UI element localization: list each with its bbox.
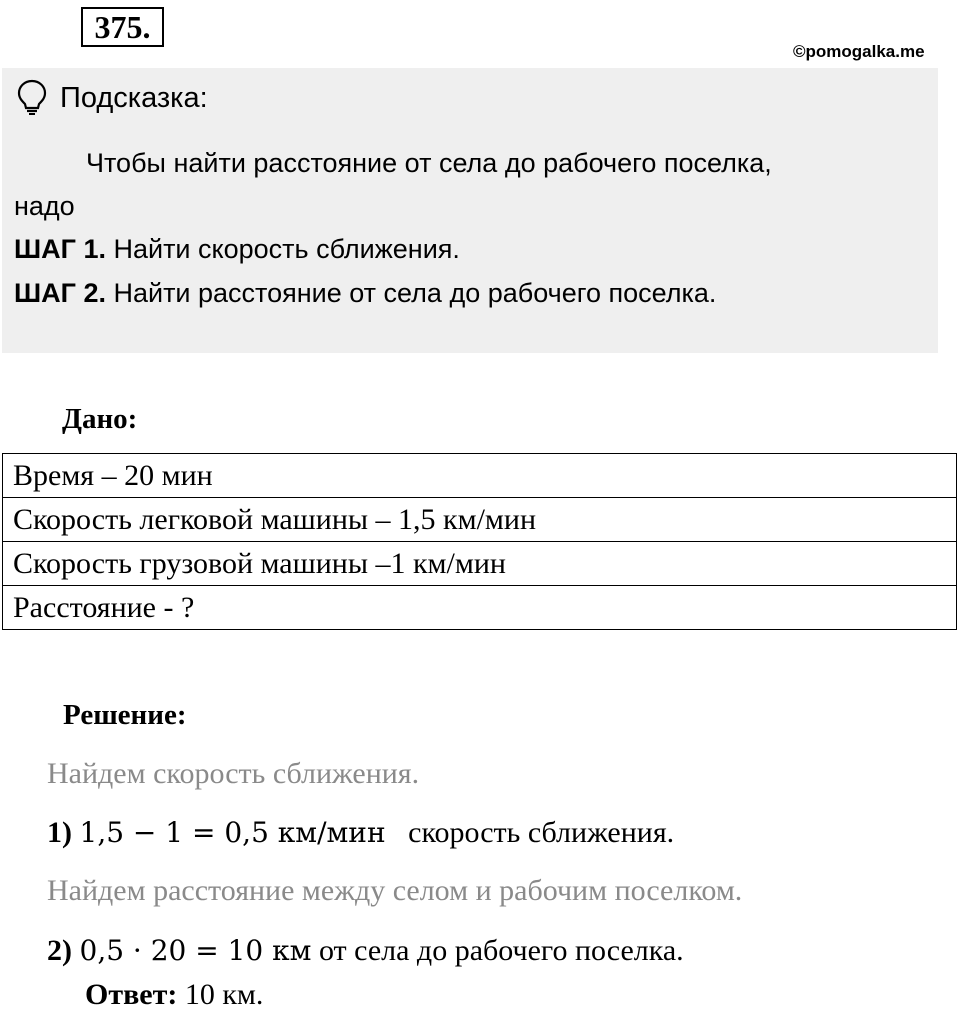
step-1-expression: 1,5 − 1 = 0,5 км/мин [79, 816, 386, 849]
step-2-number: 2) [47, 934, 72, 967]
hint-step-1-text: Найти скорость сближения. [105, 234, 460, 264]
solution-intro-2: Найдем расстояние между селом и рабочим поселком. [47, 874, 743, 907]
table-row [3, 498, 957, 542]
watermark: ©pomogalka.me [793, 42, 925, 61]
solution-step-2 [47, 933, 684, 969]
hint-line-2: надо [14, 191, 75, 221]
given-table [2, 453, 957, 630]
hint-step-2 [14, 276, 716, 310]
step-1-note: скорость сближения. [408, 816, 675, 849]
given-distance: Расстояние - ? [3, 586, 957, 630]
solution-heading: Решение: [63, 699, 187, 731]
step-1-number: 1) [47, 816, 72, 849]
hint-line-1: Чтобы найти расстояние от села до рабочего поселка, [86, 148, 772, 178]
solution-intro-1: Найдем скорость сближения. [47, 757, 420, 790]
answer-value: 10 км. [184, 978, 264, 1011]
given-time: Время – 20 мин [3, 454, 957, 498]
table-row [3, 454, 957, 498]
answer-line [85, 977, 263, 1013]
hint-step-1 [14, 232, 460, 266]
step-2-note: от села до рабочего поселка. [318, 934, 684, 967]
solution-step-1 [47, 815, 674, 851]
step-2-expression: 0,5 · 20 = 10 км [79, 934, 312, 967]
hint-step-2-label: ШАГ 2. [14, 278, 106, 308]
lightbulb-icon [17, 79, 47, 115]
hint-title: Подсказка: [60, 82, 208, 114]
answer-label: Ответ: [85, 978, 178, 1011]
task-number: 375. [81, 7, 164, 47]
hint-step-2-text: Найти расстояние от села до рабочего поселка. [105, 278, 717, 308]
given-truck-speed: Скорость грузовой машины –1 км/мин [3, 542, 957, 586]
given-car-speed: Скорость легковой машины – 1,5 км/мин [3, 498, 957, 542]
given-heading: Дано: [62, 403, 138, 435]
hint-step-1-label: ШАГ 1. [14, 234, 106, 264]
table-row [3, 542, 957, 586]
table-row [3, 586, 957, 630]
